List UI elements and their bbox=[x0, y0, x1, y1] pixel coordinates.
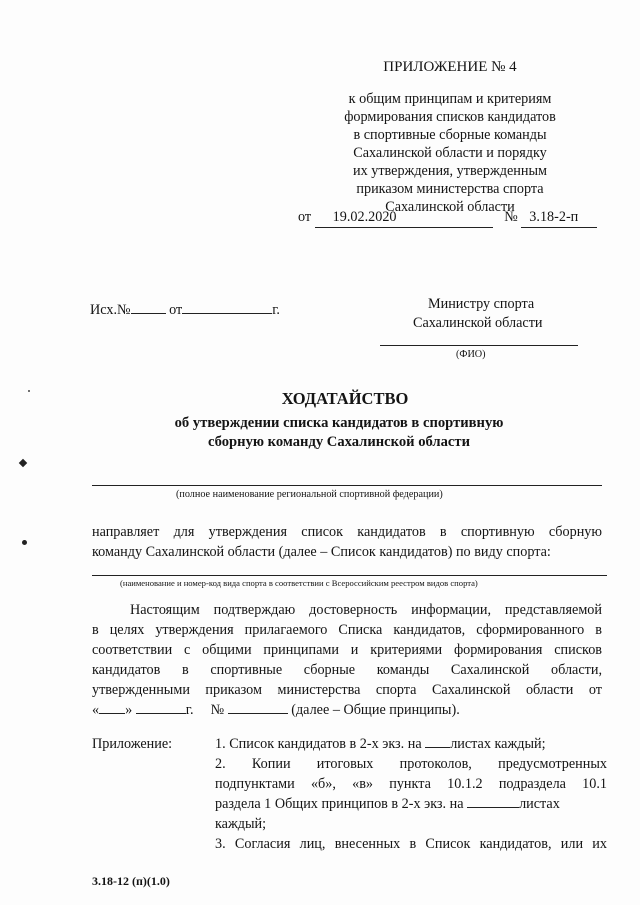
attachment-2-line-3 bbox=[215, 794, 607, 814]
outgoing-ref bbox=[90, 300, 280, 320]
attachment-2-post: листах bbox=[519, 796, 560, 812]
appendix-line-3: в спортивные сборные команды bbox=[353, 127, 547, 143]
document-subtitle-2: сборную команду Сахалинской области bbox=[208, 434, 470, 450]
ref-year: г. bbox=[272, 302, 280, 318]
sport-caption: (наименование и номер-код вида спорта в соответствии с Всероссийским реестром видов спорта) bbox=[120, 578, 478, 588]
attachment-2-line-4: каждый; bbox=[215, 816, 267, 832]
confirm-tail: (далее – Общие принципы). bbox=[291, 702, 460, 718]
attachment-3-line-1: 3. Согласия лиц, внесенных в Список кандидатов, или их bbox=[215, 836, 607, 852]
confirm-line-2: в целях утверждения прилагаемого Списка кандидатов, сформированного в bbox=[92, 622, 602, 638]
date-prefix: от bbox=[298, 209, 312, 225]
confirm-line-3: соответствии с общими принципами и критериями формирования списков bbox=[92, 642, 602, 658]
footer-form-code: 3.18-12 (п)(1.0) bbox=[92, 874, 170, 888]
sport-name-line[interactable] bbox=[92, 575, 607, 576]
appendix-line-1: к общим принципам и критериям bbox=[348, 91, 552, 107]
appendix-line-7: Сахалинской области bbox=[385, 199, 515, 215]
quote-open: « bbox=[92, 702, 100, 718]
attachment-1-pre: 1. Список кандидатов в 2-х экз. на bbox=[215, 736, 422, 752]
scan-dot bbox=[28, 390, 30, 392]
federation-name-line[interactable] bbox=[92, 485, 602, 486]
appendix-line-4: Сахалинской области и порядку bbox=[353, 145, 547, 161]
appendix-line-2: формирования списков кандидатов bbox=[344, 109, 556, 125]
order-number: 3.18-2-п bbox=[521, 207, 597, 228]
attachment-2-sheets-blank[interactable] bbox=[467, 794, 519, 808]
year-suffix: г. bbox=[185, 702, 194, 718]
intro-line-2: команду Сахалинской области (далее – Список кандидатов) по виду спорта: bbox=[92, 544, 551, 560]
attachment-1-post: листах каждый; bbox=[450, 736, 546, 752]
fio-line[interactable] bbox=[380, 345, 578, 346]
ref-label: Исх.№ bbox=[90, 302, 131, 318]
recipient-line-2: Сахалинской области bbox=[413, 315, 543, 331]
attachments-label: Приложение: bbox=[92, 736, 173, 752]
scan-dot bbox=[22, 540, 27, 545]
appendix-line-6: приказом министерства спорта bbox=[356, 181, 544, 197]
fio-label: (ФИО) bbox=[456, 349, 486, 360]
document-title: ХОДАТАЙСТВО bbox=[281, 389, 409, 408]
confirm-line-6 bbox=[92, 700, 612, 720]
confirm-line-4: кандидатов в спортивные сборные команды Сахалинской области, bbox=[92, 662, 602, 678]
number-prefix: № bbox=[504, 209, 518, 225]
no-sign: № bbox=[210, 702, 225, 718]
order-no-blank[interactable] bbox=[228, 700, 288, 714]
attachment-2-line-2: подпунктами «б», «в» пункта 10.1.2 подраздела 10.1 bbox=[215, 776, 607, 792]
attachment-2-line-1: 2. Копии итоговых протоколов, предусмотренных bbox=[215, 756, 607, 772]
month-blank[interactable] bbox=[136, 700, 186, 714]
ref-from-label: от bbox=[169, 302, 183, 318]
document-subtitle-1: об утверждении списка кандидатов в спортивную bbox=[174, 415, 504, 431]
ref-date-blank[interactable] bbox=[182, 300, 272, 314]
confirm-line-1: Настоящим подтверждаю достоверность информации, представляемой bbox=[130, 602, 602, 618]
order-date: 19.02.2020 bbox=[315, 207, 493, 228]
day-blank[interactable] bbox=[99, 700, 125, 714]
federation-caption: (полное наименование региональной спортивной федерации) bbox=[176, 489, 443, 500]
ref-number-blank[interactable] bbox=[131, 300, 166, 314]
appendix-title: ПРИЛОЖЕНИЕ № 4 bbox=[383, 59, 517, 75]
attachment-2-pre: раздела 1 Общих принципов в 2-х экз. на bbox=[215, 796, 464, 812]
confirm-line-5: утвержденными приказом министерства спорта Сахалинской области от bbox=[92, 682, 602, 698]
recipient-line-1: Министру спорта bbox=[428, 296, 535, 312]
order-date-row bbox=[298, 207, 597, 228]
intro-line-1: направляет для утверждения список кандидатов в спортивную сборную bbox=[92, 524, 602, 540]
appendix-line-5: их утверждения, утвержденным bbox=[353, 163, 547, 179]
attachment-1 bbox=[215, 734, 607, 754]
scan-star bbox=[19, 459, 27, 467]
quote-close: » bbox=[125, 702, 133, 718]
attachment-1-sheets-blank[interactable] bbox=[425, 734, 450, 748]
